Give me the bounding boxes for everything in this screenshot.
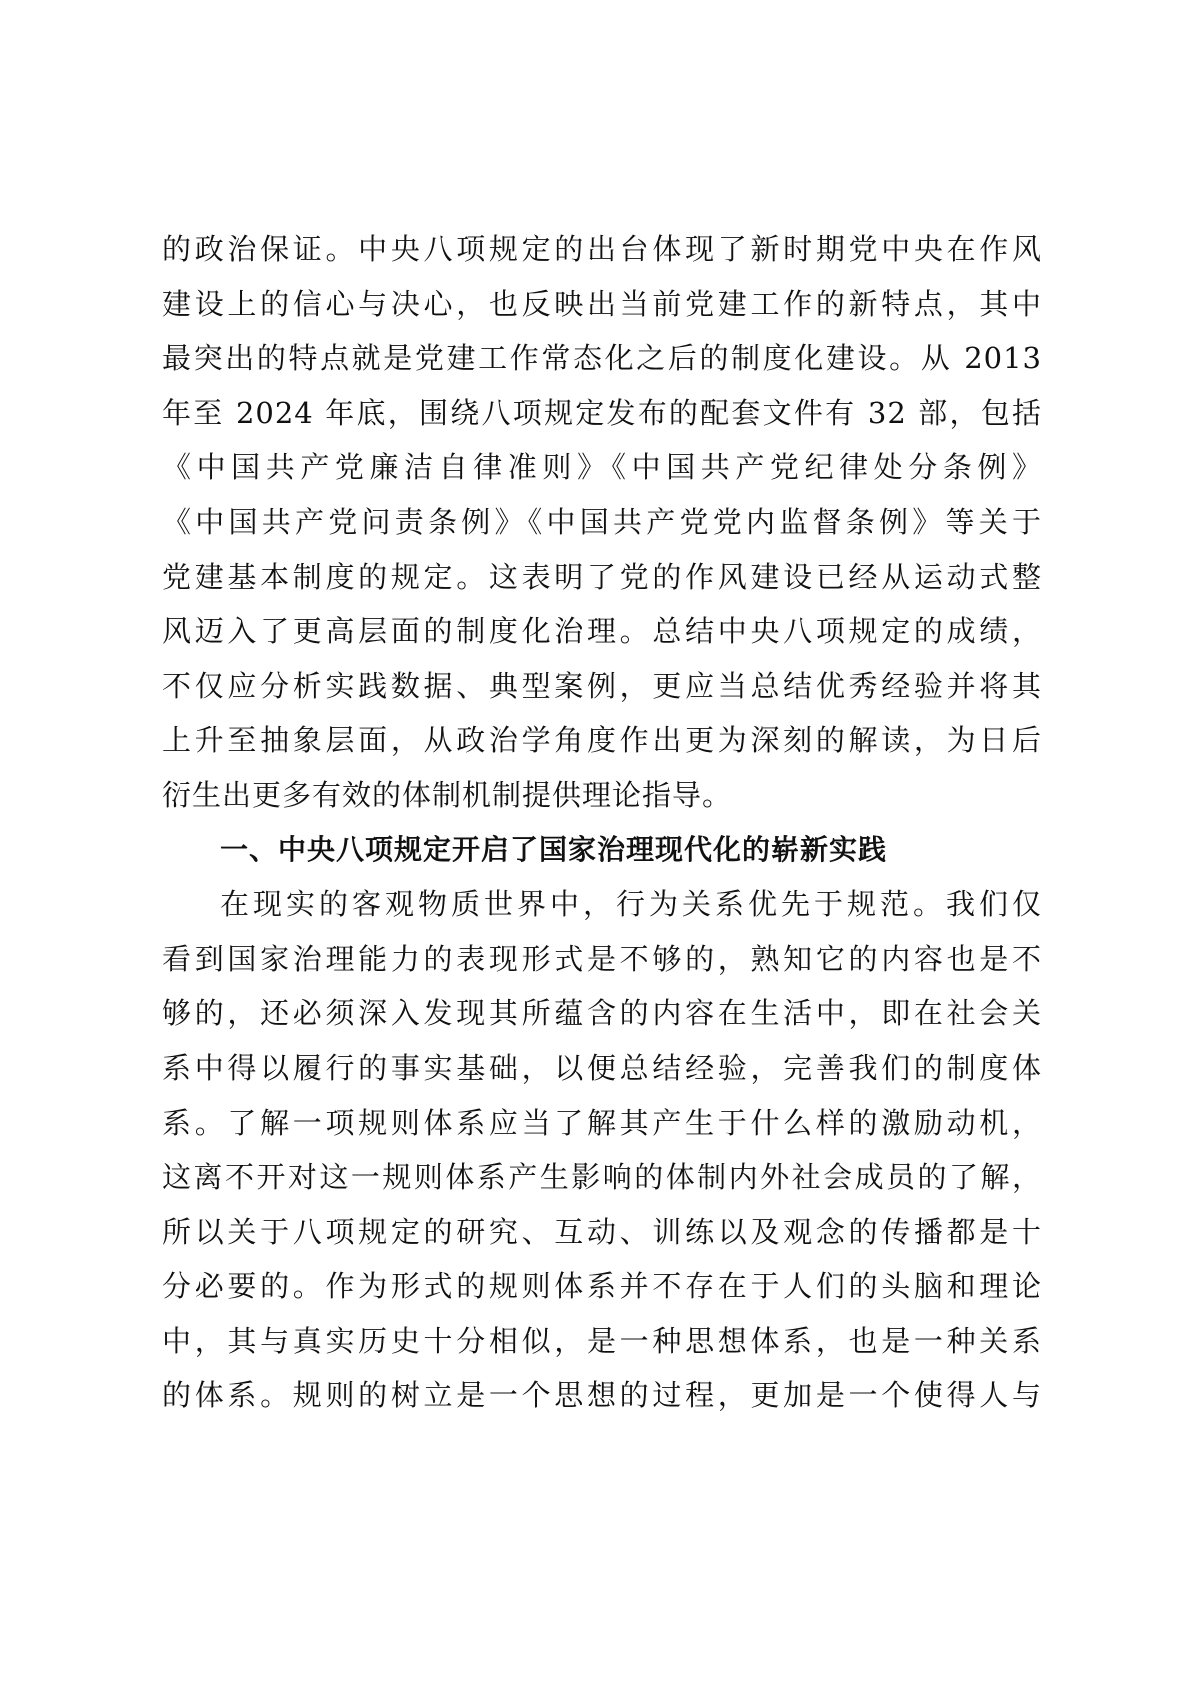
text-line: 年至 2024 年底，围绕八项规定发布的配套文件有 32 部，包括 — [162, 395, 1042, 430]
text-line: 够的，还必须深入发现其所蕴含的内容在生活中，即在社会关 — [162, 996, 1042, 1031]
paragraph — [162, 877, 1042, 1423]
text-line: 所以关于八项规定的研究、互动、训练以及观念的传播都是十 — [162, 1214, 1042, 1249]
text-line: 建设上的信心与决心，也反映出当前党建工作的新特点，其中 — [162, 286, 1042, 321]
text-line: 系。了解一项规则体系应当了解其产生于什么样的激励动机， — [162, 1105, 1042, 1140]
text-line: 看到国家治理能力的表现形式是不够的，熟知它的内容也是不 — [162, 941, 1042, 976]
text-line: 的体系。规则的树立是一个思想的过程，更加是一个使得人与 — [162, 1378, 1042, 1413]
paragraph-continuation — [162, 222, 1042, 823]
text-line: 这离不开对这一规则体系产生影响的体制内外社会成员的了解， — [162, 1160, 1042, 1195]
text-line: 上升至抽象层面，从政治学角度作出更为深刻的解读，为日后 — [162, 723, 1042, 758]
text-line: 的政治保证。中央八项规定的出台体现了新时期党中央在作风 — [162, 232, 1042, 266]
text-line: 系中得以履行的事实基础，以便总结经验，完善我们的制度体 — [162, 1050, 1042, 1085]
text-line: 衍生出更多有效的体制机制提供理论指导。 — [162, 777, 733, 812]
text-line: 分必要的。作为形式的规则体系并不存在于人们的头脑和理论 — [162, 1269, 1042, 1304]
text-line: 不仅应分析实践数据、典型案例，更应当总结优秀经验并将其 — [162, 668, 1042, 703]
text-line: 风迈入了更高层面的制度化治理。总结中央八项规定的成绩， — [162, 614, 1042, 649]
text-line: 最突出的特点就是党建工作常态化之后的制度化建设。从 2013 — [162, 341, 1042, 376]
text-line: 《中国共产党问责条例》《中国共产党党内监督条例》等关于 — [162, 504, 1042, 539]
section-heading: 一、中央八项规定开启了国家治理现代化的崭新实践 — [220, 832, 888, 866]
text-line: 在现实的客观物质世界中，行为关系优先于规范。我们仅 — [220, 887, 1042, 922]
text-line: 《中国共产党廉洁自律准则》《中国共产党纪律处分条例》 — [162, 450, 1042, 485]
text-line: 中，其与真实历史十分相似，是一种思想体系，也是一种关系 — [162, 1323, 1042, 1358]
document-body — [162, 222, 1042, 1423]
text-line: 党建基本制度的规定。这表明了党的作风建设已经从运动式整 — [162, 559, 1042, 594]
